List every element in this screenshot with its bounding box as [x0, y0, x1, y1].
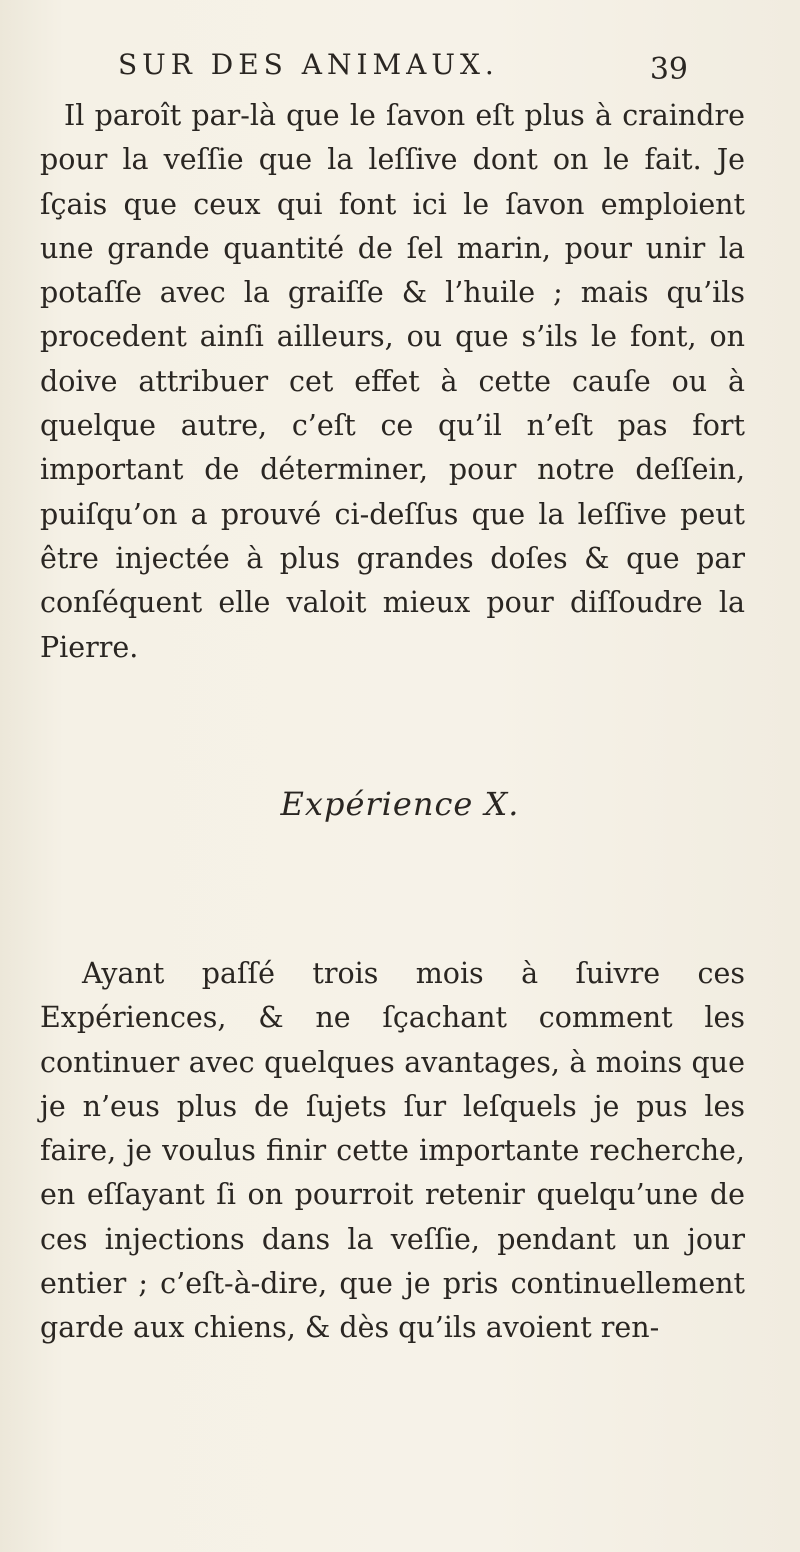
- paragraph-2: Ayant paſſé trois mois à ſuivre ces Expériences, & ne ſçachant comment les continuer avec quelques avantages, à moins que je n’eus plus de ſujets ſur leſquels je pus les faire, je voulus finir cette importante recherche, en eſſayant ſi on pourroit retenir quelqu’une de ces injections dans la veſſie, pendant un jour entier ; c’eſt-à-dire, que je pris continuellement garde aux chiens, & dès qu’ils avoient ren-: [40, 957, 745, 1345]
- paragraph-1: Il paroît par-là que le ſavon eſt plus à craindre pour la veſſie que la leſſive dont on le fait. Je ſçais que ceux qui font ici le ſavon emploient une grande quantité de ſel marin, pour unir la potaſſe avec la graiſſe & l’huile ; mais qu’ils procedent ainſi ailleurs, ou que s’ils le font, on doive attribuer cet effet à cette cauſe ou à quelque autre, c’eſt ce qu’il n’eſt pas fort important de déterminer, pour notre deſſein, puiſqu’on a prouvé ci-deſſus que la leſſive peut être injectée à plus grandes doſes & que par conſéquent elle valoit mieux pour diſſoudre la Pierre.: [40, 99, 745, 664]
- page-number: 39: [649, 52, 688, 87]
- section-heading: Expérience X.: [280, 785, 520, 823]
- page-header: [118, 48, 688, 88]
- running-head: SUR DES ANIMAUX.: [118, 48, 499, 81]
